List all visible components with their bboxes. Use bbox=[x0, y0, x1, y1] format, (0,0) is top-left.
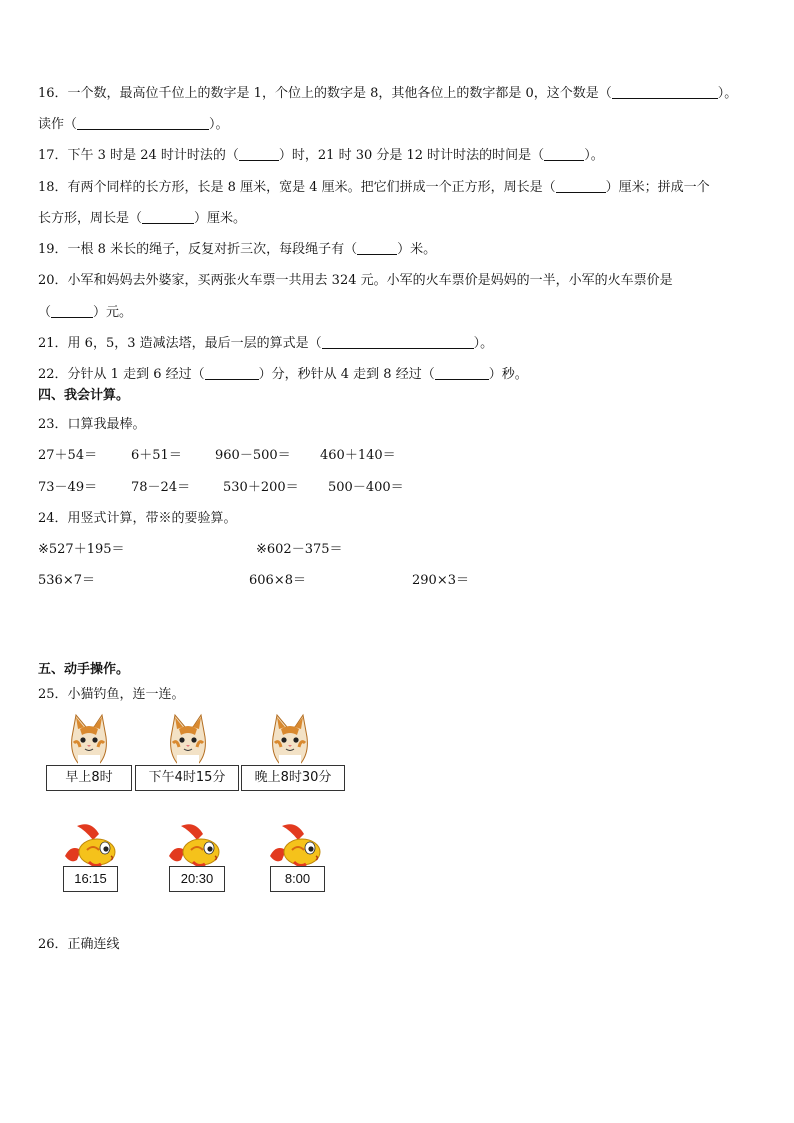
calc-item: 73－49＝ bbox=[38, 480, 98, 495]
answer-blank[interactable] bbox=[205, 365, 259, 380]
goldfish-icon bbox=[167, 822, 223, 868]
answer-blank[interactable] bbox=[544, 146, 584, 161]
answer-blank[interactable] bbox=[142, 209, 194, 224]
answer-blank[interactable] bbox=[239, 146, 279, 161]
cat-icon bbox=[265, 713, 315, 767]
cat-icon bbox=[64, 713, 114, 767]
question-24: 24．用竖式计算，带※的要验算。 bbox=[38, 511, 237, 526]
calc-item: 530＋200＝ bbox=[223, 480, 299, 495]
calc-item: 460＋140＝ bbox=[320, 448, 396, 463]
answer-blank[interactable] bbox=[612, 84, 718, 99]
question-23: 23．口算我最棒。 bbox=[38, 417, 146, 432]
calc-item: 27＋54＝ bbox=[38, 448, 98, 463]
cat-time-label[interactable]: 下午4时15分 bbox=[135, 765, 239, 791]
question-18: 18．有两个同样的长方形，长是 8 厘米，宽是 4 厘米。把它们拼成一个正方形，周长是（ ）厘米；拼成一个 bbox=[38, 180, 710, 195]
question-20: 20．小军和妈妈去外婆家，买两张火车票一共用去 324 元。小军的火车票价是妈妈的一半，小军的火车票价是 bbox=[38, 273, 673, 288]
vertical-calc-item: ※527＋195＝ bbox=[38, 542, 125, 557]
vertical-calc-item: ※602－375＝ bbox=[256, 542, 343, 557]
answer-blank[interactable] bbox=[51, 303, 93, 318]
vertical-calc-item: 290×3＝ bbox=[412, 573, 469, 588]
answer-blank[interactable] bbox=[357, 240, 397, 255]
question-18-cont: 长方形，周长是（ ）厘米。 bbox=[38, 211, 247, 226]
answer-blank[interactable] bbox=[435, 365, 489, 380]
section-5-heading: 五、动手操作。 bbox=[38, 662, 130, 677]
question-26: 26．正确连线 bbox=[38, 937, 120, 952]
calc-item: 960－500＝ bbox=[215, 448, 291, 463]
question-16-read: 读作（ ）。 bbox=[38, 117, 229, 132]
fish-time-label[interactable]: 20:30 bbox=[169, 866, 225, 892]
answer-blank[interactable] bbox=[556, 178, 606, 193]
answer-blank[interactable] bbox=[322, 334, 474, 349]
question-21: 21．用 6，5，3 造减法塔，最后一层的算式是（ ）。 bbox=[38, 336, 494, 351]
vertical-calc-item: 536×7＝ bbox=[38, 573, 95, 588]
answer-blank[interactable] bbox=[77, 115, 209, 130]
goldfish-icon bbox=[63, 822, 119, 868]
question-25: 25．小猫钓鱼，连一连。 bbox=[38, 687, 185, 702]
cat-icon bbox=[163, 713, 213, 767]
question-16: 16．一个数，最高位千位上的数字是 1，个位上的数字是 8，其他各位上的数字都是 0，这个数是（ ）。 bbox=[38, 86, 738, 101]
question-19: 19．一根 8 米长的绳子，反复对折三次，每段绳子有（ ）米。 bbox=[38, 242, 437, 257]
calc-item: 500－400＝ bbox=[328, 480, 404, 495]
section-4-heading: 四、我会计算。 bbox=[38, 388, 130, 403]
question-17: 17．下午 3 时是 24 时计时法的（ ）时，21 时 30 分是 12 时计时法的时间是（ ）。 bbox=[38, 148, 604, 163]
calc-item: 6＋51＝ bbox=[131, 448, 182, 463]
question-22: 22．分针从 1 走到 6 经过（ ）分，秒针从 4 走到 8 经过（ ）秒。 bbox=[38, 367, 528, 382]
goldfish-icon bbox=[268, 822, 324, 868]
calc-item: 78－24＝ bbox=[131, 480, 191, 495]
fish-time-label[interactable]: 8:00 bbox=[270, 866, 325, 892]
cat-time-label[interactable]: 早上8时 bbox=[46, 765, 132, 791]
vertical-calc-item: 606×8＝ bbox=[249, 573, 306, 588]
fish-time-label[interactable]: 16:15 bbox=[63, 866, 118, 892]
question-20-cont: （ ）元。 bbox=[38, 305, 133, 320]
cat-time-label[interactable]: 晚上8时30分 bbox=[241, 765, 345, 791]
